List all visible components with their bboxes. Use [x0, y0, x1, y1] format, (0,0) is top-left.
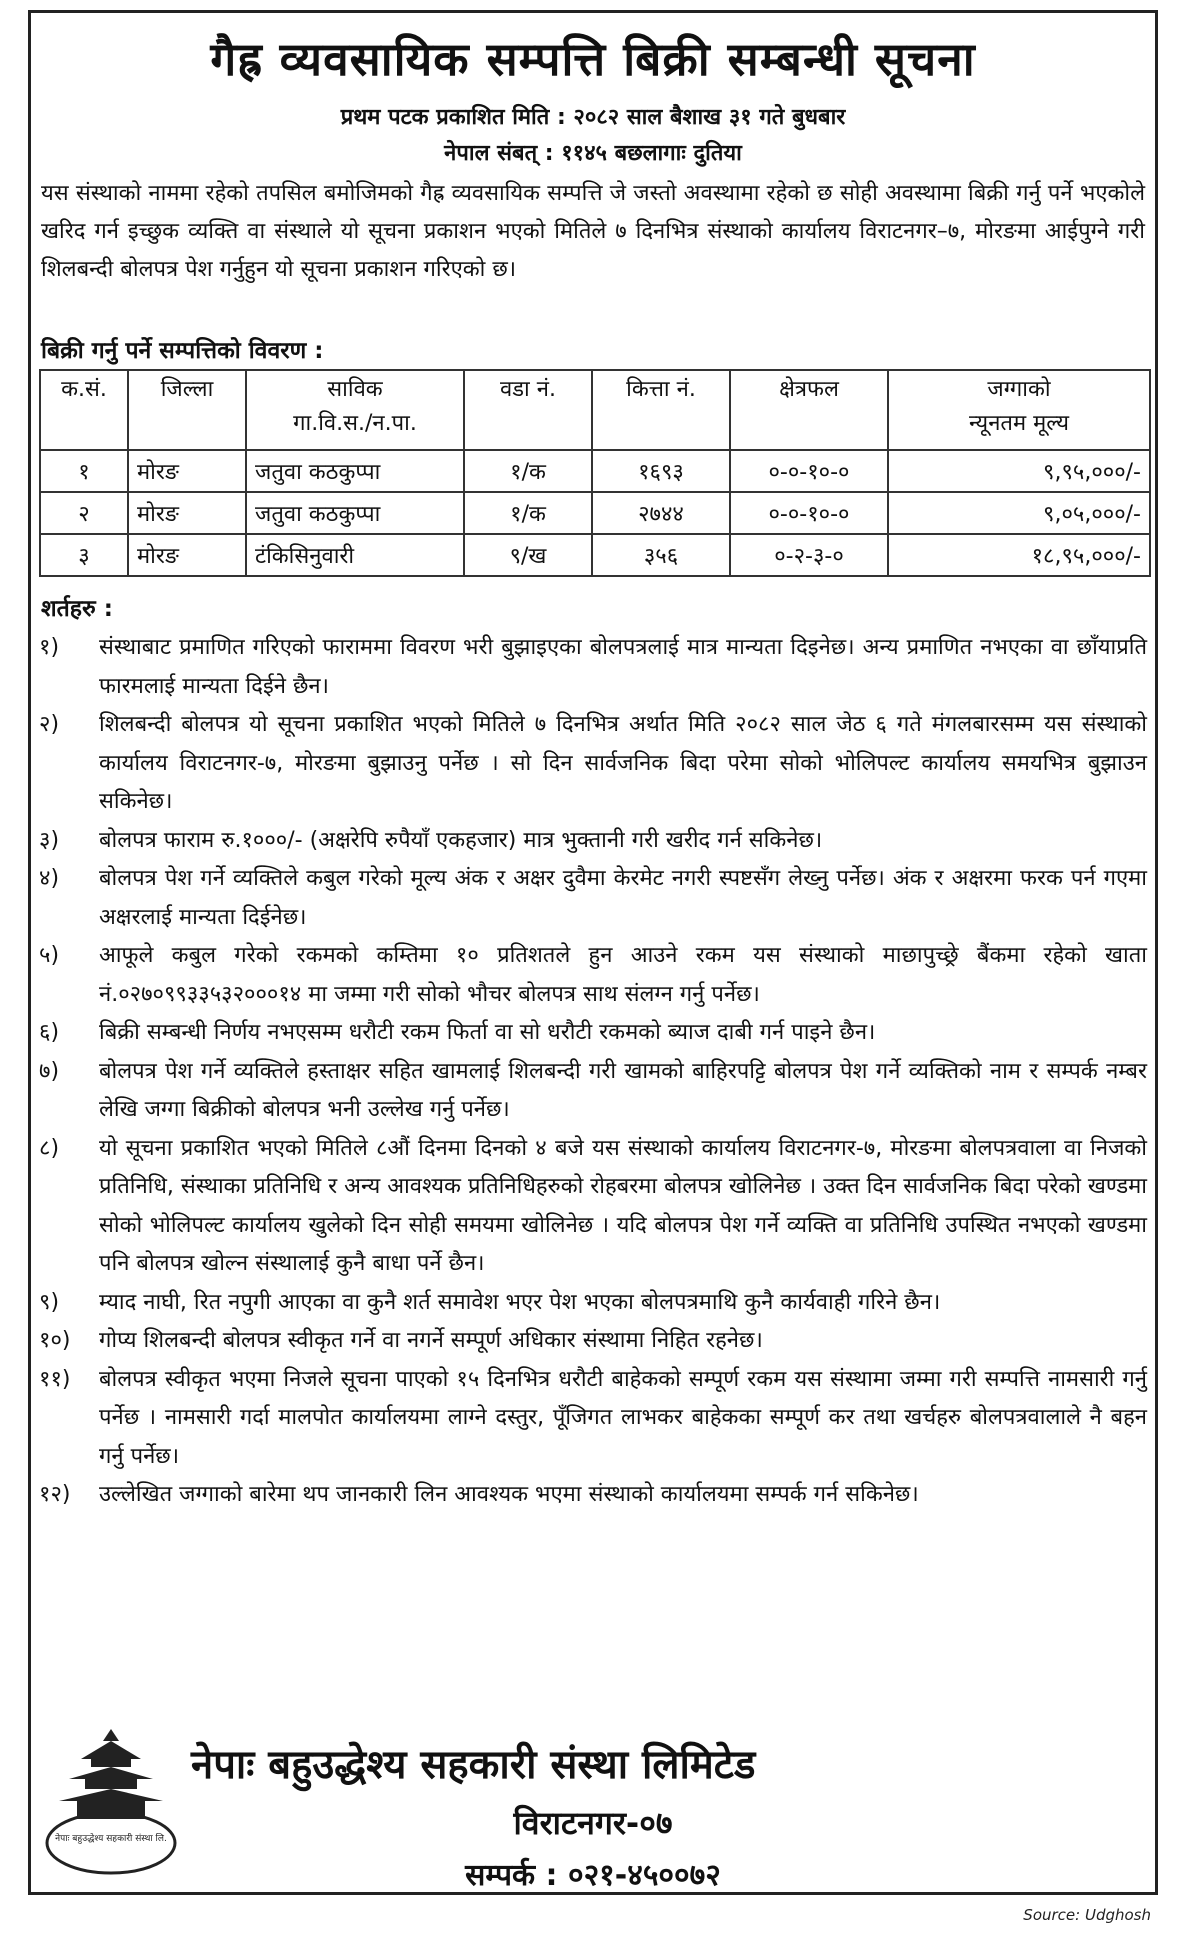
cell-former: जतुवा कठकुप्पा [246, 492, 464, 534]
term-item [39, 1476, 1147, 1515]
term-item [39, 1014, 1147, 1053]
term-number: ११) [39, 1366, 71, 1392]
logo-roof-top [81, 1741, 141, 1759]
cell-price: १८,९५,०००/- [888, 534, 1150, 576]
term-number: ३) [39, 827, 60, 853]
organization-name: नेपाः बहुउद्धेश्य सहकारी संस्था लिमिटेड [191, 1742, 756, 1788]
term-item [39, 1284, 1147, 1323]
cell-ward: १/क [464, 450, 592, 492]
term-item [39, 1053, 1147, 1130]
cell-price: ९,०५,०००/- [888, 492, 1150, 534]
term-text: म्याद नाघी, रित नपुगी आएका वा कुनै शर्त समावेश भएर पेश भएका बोलपत्रमाथि कुनै कार्यवाही गरिने छैन। [99, 1289, 941, 1315]
terms-heading: शर्तहरु : [41, 596, 113, 622]
cell-sn: २ [40, 492, 128, 534]
term-text: बोलपत्र फाराम रु.१०००/- (अक्षरेपि रुपैयाँ एकहजार) मात्र भुक्तानी गरी खरीद गर्न सकिनेछ। [99, 827, 823, 853]
term-item [39, 822, 1147, 861]
notice-frame [28, 10, 1158, 1895]
property-table-header [40, 370, 1150, 450]
organization-contact: सम्पर्क : ०२१-४५००७२ [465, 1858, 721, 1893]
term-text: शिलबन्दी बोलपत्र यो सूचना प्रकाशित भएको मितिले ७ दिनभित्र अर्थात मिति २०८२ साल जेठ ६ गते मंगलबारसम्म यस संस्थाको कार्यालय विराटनगर-७, मोरङमा बुझाउनु पर्नेछ । सो दिन सार्वजनिक बिदा परेमा सोको भोलिपल्ट कार्यालय समयभित्र बुझाउन सकिनेछ। [99, 712, 1147, 814]
term-number: १) [39, 635, 60, 660]
terms-list [39, 629, 1147, 1515]
cell-district: मोरङ [128, 534, 246, 576]
cell-area: ०-०-१०-० [730, 450, 888, 492]
cell-plot: १६९३ [592, 450, 730, 492]
cell-district: मोरङ [128, 492, 246, 534]
organization-city: विराटनगर-०७ [513, 1804, 673, 1842]
intro-paragraph: यस संस्थाको नाममा रहेको तपसिल बमोजिमको गैह्र व्यवसायिक सम्पत्ति जे जस्तो अवस्थामा रहेको छ सोही अवस्थामा बिक्री गर्नु पर्ने भएकोले खरिद गर्न इच्छुक व्यक्ति वा संस्थाले यो सूचना प्रकाशन भएको मितिले ७ दिनभित्र संस्थाको कार्यालय विराटनगर–७, मोरङमा आईपुग्ने गरी शिलबन्दी बोलपत्र पेश गर्नुहुन यो सूचना प्रकाशन गरिएको छ। [41, 181, 1145, 282]
term-item [39, 937, 1147, 1014]
logo-text: नेपाः बहुउद्धेश्य सहकारी संस्था लि. [55, 1834, 167, 1844]
logo-tier [85, 1779, 137, 1789]
term-text: गोप्य शिलबन्दी बोलपत्र स्वीकृत गर्ने वा नगर्ने सम्पूर्ण अधिकार संस्थामा निहित रहनेछ। [99, 1328, 763, 1353]
cell-area: ०-२-३-० [730, 534, 888, 576]
term-number: ९) [39, 1289, 60, 1315]
term-number: ८) [39, 1135, 60, 1161]
term-text: बोलपत्र स्वीकृत भएमा निजले सूचना पाएको १५ दिनभित्र धरौटी बाहेकको सम्पूर्ण रकम यस संस्थामा जम्मा गरी सम्पत्ति नामसारी गर्नु पर्नेछ । नामसारी गर्दा मालपोत कार्यालयमा लाग्ने दस्तुर, पूँजिगत लाभकर बाहेकका सम्पूर्ण कर तथा खर्चहरु बोलपत्रवालाले नै बहन गर्नु पर्नेछ। [99, 1366, 1147, 1469]
logo-finial [103, 1729, 119, 1741]
term-item [39, 1130, 1147, 1284]
term-item [39, 1361, 1147, 1477]
term-text: यो सूचना प्रकाशित भएको मितिले ८औं दिनमा दिनको ४ बजे यस संस्थाको कार्यालय विराटनगर-७, मोरङमा बोलपत्रवाला वा निजको प्रतिनिधि, संस्थाका प्रतिनिधि र अन्य आवश्यक प्रतिनिधिहरुको रोहबरमा बोलपत्र खोलिनेछ । उक्त दिन सार्वजनिक बिदा परेको खण्डमा सोको भोलिपल्ट कार्यालय खुलेको दिन सोही समयमा खोलिनेछ । यदि बोलपत्र पेश गर्ने व्यक्ति वा प्रतिनिधि उपस्थित नभएको खण्डमा पनि बोलपत्र खोल्न संस्थालाई कुनै बाधा पर्ने छैन। [99, 1135, 1147, 1276]
cell-former: जतुवा कठकुप्पा [246, 450, 464, 492]
term-text: संस्थाबाट प्रमाणित गरिएको फाराममा विवरण भरी बुझाइएका बोलपत्रलाई मात्र मान्यता दिइनेछ। अन्य प्रमाणित नभएका वा छाँयाप्रति फारमलाई मान्यता दिईने छैन। [99, 635, 1147, 699]
term-number: ७) [39, 1058, 60, 1084]
term-text: उल्लेखित जग्गाको बारेमा थप जानकारी लिन आवश्यक भएमा संस्थाको कार्यालयमा सम्पर्क गर्न सकिनेछ। [99, 1482, 919, 1507]
term-number: २) [39, 712, 60, 737]
term-item [39, 860, 1147, 937]
cell-sn: ३ [40, 534, 128, 576]
header-area: क्षेत्रफल [730, 370, 888, 450]
cell-ward: १/क [464, 492, 592, 534]
term-number: १०) [39, 1328, 71, 1353]
cell-area: ०-०-१०-० [730, 492, 888, 534]
cell-ward: ९/ख [464, 534, 592, 576]
nepal-samvat-line: नेपाल संबत् : ११४५ बछलागाः दुतिया [444, 141, 742, 166]
logo-roof-bottom [59, 1789, 163, 1801]
table-row [40, 534, 1150, 576]
publish-date-line: प्रथम पटक प्रकाशित मिति : २०८२ साल बैशाख ३१ गते बुधबार [340, 105, 846, 130]
header-district: जिल्ला [128, 370, 246, 450]
term-text: आफूले कबुल गरेको रकमको कम्तिमा १० प्रतिशतले हुन आउने रकम यस संस्थाको माछापुच्छ्रे बैंकमा रहेको खाता नं.०२७०९९३३५३२०००१४ मा जम्मा गरी सोको भौचर बोलपत्र साथ संलग्न गर्नु पर्नेछ। [99, 943, 1147, 1007]
header-price-line1: जग्गाको [987, 377, 1051, 402]
cell-sn: १ [40, 450, 128, 492]
term-number: ५) [39, 943, 60, 968]
header-former-line2: गा.वि.स./न.पा. [293, 411, 417, 436]
cell-price: ९,९५,०००/- [888, 450, 1150, 492]
cell-plot: ३५६ [592, 534, 730, 576]
header-former-vdc [246, 370, 464, 450]
property-table [39, 369, 1151, 577]
logo-tier [91, 1759, 131, 1767]
cell-district: मोरङ [128, 450, 246, 492]
term-item [39, 629, 1147, 706]
cell-former: टंकिसिनुवारी [246, 534, 464, 576]
term-text: बोलपत्र पेश गर्ने व्यक्तिले कबुल गरेको मूल्य अंक र अक्षर दुवैमा केरमेट नगरी स्पष्टसँग लेख्नु पर्नेछ। अंक र अक्षरमा फरक पर्न गएमा अक्षरलाई मान्यता दिईनेछ। [99, 866, 1147, 930]
source-credit: Source: Udghosh [1023, 1906, 1151, 1924]
header-ward: वडा नं. [464, 370, 592, 450]
term-item [39, 1322, 1147, 1361]
notice-title: गैह्र व्यवसायिक सम्पत्ति बिक्री सम्बन्धी सूचना [210, 32, 976, 86]
logo-roof-middle [69, 1767, 153, 1779]
term-number: ६) [39, 1020, 60, 1045]
header-former-line1: साविक [327, 377, 383, 402]
header-min-price [888, 370, 1150, 450]
header-plot: कित्ता नं. [592, 370, 730, 450]
term-number: १२) [39, 1482, 71, 1507]
term-text: बिक्री सम्बन्धी निर्णय नभएसम्म धरौटी रकम फिर्ता वा सो धरौटी रकमको ब्याज दाबी गर्न पाइने छैन। [99, 1020, 876, 1045]
header-price-line2: न्यूनतम मूल्य [968, 411, 1070, 436]
term-item [39, 706, 1147, 822]
table-row [40, 492, 1150, 534]
term-number: ४) [39, 866, 60, 891]
term-text: बोलपत्र पेश गर्ने व्यक्तिले हस्ताक्षर सहित खामलाई शिलबन्दी गरी खामको बाहिरपट्टि बोलपत्र पेश गर्ने व्यक्तिको नाम र सम्पर्क नम्बर लेखि जग्गा बिक्रीको बोलपत्र भनी उल्लेख गर्नु पर्नेछ। [99, 1058, 1147, 1122]
property-section-heading: बिक्री गर्नु पर्ने सम्पत्तिको विवरण : [41, 338, 324, 364]
cell-plot: २७४४ [592, 492, 730, 534]
table-row [40, 450, 1150, 492]
header-sn: क.सं. [40, 370, 128, 450]
